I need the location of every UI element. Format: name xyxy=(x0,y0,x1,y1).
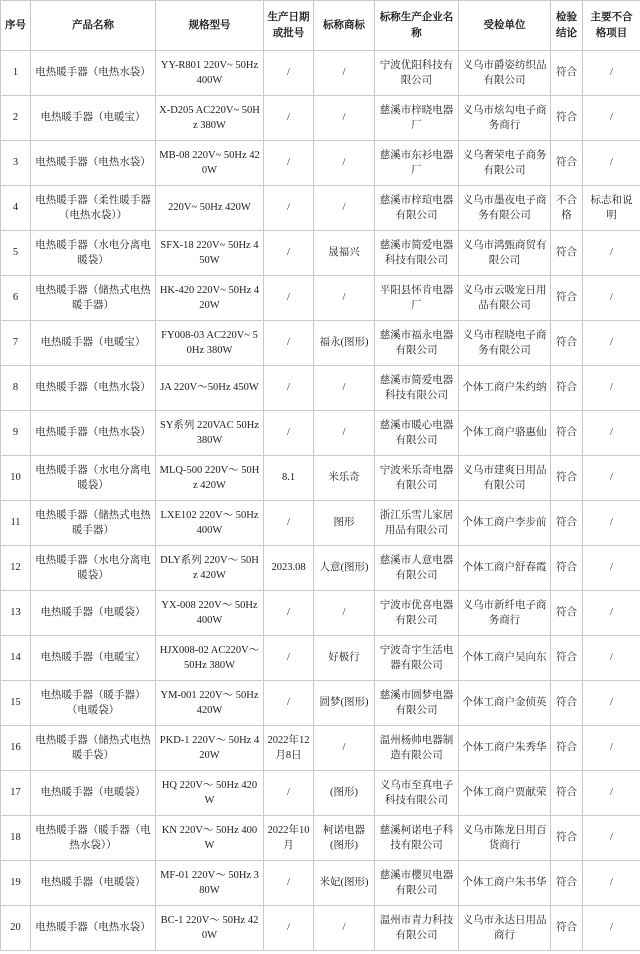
cell-defect-items: / xyxy=(583,546,640,591)
cell-conclusion: 符合 xyxy=(551,501,583,546)
col-header-inspected-unit: 受检单位 xyxy=(459,1,551,51)
cell-index: 14 xyxy=(1,636,31,681)
cell-manufacturer: 慈溪市暖心电器有限公司 xyxy=(375,411,459,456)
table-row xyxy=(1,276,640,321)
cell-trademark: / xyxy=(314,96,375,141)
cell-model: KN 220V～ 50Hz 400W xyxy=(156,816,264,861)
cell-index: 8 xyxy=(1,366,31,411)
table-row xyxy=(1,546,640,591)
cell-model: HK-420 220V~ 50Hz 420W xyxy=(156,276,264,321)
cell-conclusion: 符合 xyxy=(551,276,583,321)
cell-index: 10 xyxy=(1,456,31,501)
table-row xyxy=(1,816,640,861)
cell-defect-items: / xyxy=(583,231,640,276)
cell-inspected-unit: 个体工商户吴向东 xyxy=(459,636,551,681)
cell-manufacturer: 平阳县怀肯电器厂 xyxy=(375,276,459,321)
cell-production-date: 2022年12月8日 xyxy=(264,726,314,771)
cell-defect-items: / xyxy=(583,726,640,771)
cell-trademark: / xyxy=(314,411,375,456)
cell-model: 220V~ 50Hz 420W xyxy=(156,186,264,231)
cell-manufacturer: 慈溪市简爱电器科技有限公司 xyxy=(375,231,459,276)
cell-product-name: 电热暖手器（电暖袋） xyxy=(31,591,156,636)
cell-inspected-unit: 义乌市陈龙日用百货商行 xyxy=(459,816,551,861)
table-row xyxy=(1,771,640,816)
cell-model: DLY系列 220V～ 50Hz 420W xyxy=(156,546,264,591)
col-header-defect-items: 主要不合格项目 xyxy=(583,1,640,51)
cell-model: MLQ-500 220V～ 50Hz 420W xyxy=(156,456,264,501)
table-row xyxy=(1,96,640,141)
cell-model: X-D205 AC220V~ 50Hz 380W xyxy=(156,96,264,141)
cell-index: 6 xyxy=(1,276,31,321)
cell-conclusion: 符合 xyxy=(551,141,583,186)
cell-index: 11 xyxy=(1,501,31,546)
cell-inspected-unit: 个体工商户李步前 xyxy=(459,501,551,546)
cell-production-date: / xyxy=(264,276,314,321)
cell-defect-items: / xyxy=(583,771,640,816)
cell-index: 4 xyxy=(1,186,31,231)
cell-index: 16 xyxy=(1,726,31,771)
cell-model: YX-008 220V～ 50Hz 400W xyxy=(156,591,264,636)
cell-production-date: 2023.08 xyxy=(264,546,314,591)
cell-product-name: 电热暖手器（水电分离电暖袋） xyxy=(31,456,156,501)
cell-product-name: 电热暖手器（电热水袋） xyxy=(31,141,156,186)
cell-manufacturer: 慈溪市福永电器有限公司 xyxy=(375,321,459,366)
cell-production-date: / xyxy=(264,411,314,456)
cell-trademark: 好极行 xyxy=(314,636,375,681)
cell-manufacturer: 慈溪市梓瑄电器有限公司 xyxy=(375,186,459,231)
cell-trademark: 柯诺电器(图形) xyxy=(314,816,375,861)
cell-model: MB-08 220V~ 50Hz 420W xyxy=(156,141,264,186)
cell-manufacturer: 浙江乐雪儿家居用品有限公司 xyxy=(375,501,459,546)
cell-manufacturer: 宁波市优喜电器有限公司 xyxy=(375,591,459,636)
cell-model: HQ 220V～ 50Hz 420W xyxy=(156,771,264,816)
cell-defect-items: / xyxy=(583,411,640,456)
cell-production-date: / xyxy=(264,366,314,411)
cell-defect-items: / xyxy=(583,366,640,411)
cell-production-date: / xyxy=(264,591,314,636)
cell-model: HJX008-02 AC220V～ 50Hz 380W xyxy=(156,636,264,681)
cell-production-date: / xyxy=(264,231,314,276)
cell-inspected-unit: 义乌市云吸宠日用品有限公司 xyxy=(459,276,551,321)
cell-defect-items: / xyxy=(583,141,640,186)
cell-model: BC-1 220V～ 50Hz 420W xyxy=(156,906,264,951)
col-header-index: 序号 xyxy=(1,1,31,51)
cell-manufacturer: 温州杨帅电器制造有限公司 xyxy=(375,726,459,771)
cell-product-name: 电热暖手器（电热水袋） xyxy=(31,51,156,96)
table-row xyxy=(1,141,640,186)
cell-manufacturer: 慈溪市梓晓电器厂 xyxy=(375,96,459,141)
cell-product-name: 电热暖手器（暖手器）（电暖袋） xyxy=(31,681,156,726)
cell-model: JA 220V～50Hz 450W xyxy=(156,366,264,411)
cell-index: 9 xyxy=(1,411,31,456)
cell-inspected-unit: 义乌奢荣电子商务有限公司 xyxy=(459,141,551,186)
cell-defect-items: / xyxy=(583,456,640,501)
cell-product-name: 电热暖手器（暖手器（电热水袋）） xyxy=(31,816,156,861)
cell-defect-items: / xyxy=(583,906,640,951)
cell-defect-items: / xyxy=(583,861,640,906)
col-header-product-name: 产品名称 xyxy=(31,1,156,51)
cell-production-date: / xyxy=(264,186,314,231)
cell-index: 2 xyxy=(1,96,31,141)
table-row xyxy=(1,681,640,726)
cell-defect-items: / xyxy=(583,276,640,321)
cell-trademark: / xyxy=(314,141,375,186)
cell-defect-items: / xyxy=(583,96,640,141)
cell-production-date: 8.1 xyxy=(264,456,314,501)
cell-product-name: 电热暖手器（储热式电热暖手袋） xyxy=(31,726,156,771)
cell-model: YM-001 220V～ 50Hz 420W xyxy=(156,681,264,726)
cell-model: SY系列 220VAC 50Hz380W xyxy=(156,411,264,456)
cell-conclusion: 符合 xyxy=(551,96,583,141)
cell-defect-items: 标志和说明 xyxy=(583,186,640,231)
cell-conclusion: 符合 xyxy=(551,411,583,456)
cell-conclusion: 符合 xyxy=(551,366,583,411)
cell-manufacturer: 慈溪市人意电器有限公司 xyxy=(375,546,459,591)
cell-production-date: / xyxy=(264,51,314,96)
cell-conclusion: 符合 xyxy=(551,861,583,906)
cell-model: PKD-1 220V～ 50Hz 420W xyxy=(156,726,264,771)
cell-manufacturer: 宁波米乐奇电器有限公司 xyxy=(375,456,459,501)
cell-production-date: / xyxy=(264,636,314,681)
cell-inspected-unit: 义乌市墨夜电子商务有限公司 xyxy=(459,186,551,231)
cell-trademark: 晟福兴 xyxy=(314,231,375,276)
cell-trademark: / xyxy=(314,276,375,321)
cell-production-date: / xyxy=(264,861,314,906)
cell-product-name: 电热暖手器（储热式电热暖手器） xyxy=(31,276,156,321)
cell-inspected-unit: 义乌市爵姿纺织品有限公司 xyxy=(459,51,551,96)
cell-index: 12 xyxy=(1,546,31,591)
cell-trademark: 福永(图形) xyxy=(314,321,375,366)
cell-product-name: 电热暖手器（电热水袋） xyxy=(31,366,156,411)
cell-production-date: / xyxy=(264,771,314,816)
cell-defect-items: / xyxy=(583,591,640,636)
cell-inspected-unit: 义乌市建爽日用品有限公司 xyxy=(459,456,551,501)
cell-trademark: 圆梦(图形) xyxy=(314,681,375,726)
cell-conclusion: 符合 xyxy=(551,456,583,501)
cell-conclusion: 符合 xyxy=(551,51,583,96)
cell-conclusion: 不合格 xyxy=(551,186,583,231)
cell-index: 19 xyxy=(1,861,31,906)
cell-product-name: 电热暖手器（电暖袋） xyxy=(31,861,156,906)
cell-production-date: / xyxy=(264,681,314,726)
cell-inspected-unit: 义乌市新纤电子商务商行 xyxy=(459,591,551,636)
cell-inspected-unit: 义乌市鸿甄商贸有限公司 xyxy=(459,231,551,276)
cell-index: 1 xyxy=(1,51,31,96)
table-row xyxy=(1,501,640,546)
cell-trademark: / xyxy=(314,51,375,96)
cell-inspected-unit: 个体工商户舒春霞 xyxy=(459,546,551,591)
cell-defect-items: / xyxy=(583,816,640,861)
cell-model: SFX-18 220V~ 50Hz 450W xyxy=(156,231,264,276)
cell-model: FY008-03 AC220V~ 50Hz 380W xyxy=(156,321,264,366)
table-row xyxy=(1,726,640,771)
table-row xyxy=(1,861,640,906)
cell-product-name: 电热暖手器（柔性暖手器（电热水袋）） xyxy=(31,186,156,231)
cell-inspected-unit: 个体工商户贾献荣 xyxy=(459,771,551,816)
cell-index: 20 xyxy=(1,906,31,951)
col-header-model: 规格型号 xyxy=(156,1,264,51)
cell-trademark: (图形) xyxy=(314,771,375,816)
cell-inspected-unit: 个体工商户朱约纳 xyxy=(459,366,551,411)
col-header-production-date: 生产日期或批号 xyxy=(264,1,314,51)
cell-trademark: / xyxy=(314,726,375,771)
cell-product-name: 电热暖手器（电暖袋） xyxy=(31,771,156,816)
cell-product-name: 电热暖手器（电暖宝） xyxy=(31,636,156,681)
cell-production-date: / xyxy=(264,906,314,951)
col-header-conclusion: 检验结论 xyxy=(551,1,583,51)
table-row xyxy=(1,366,640,411)
cell-product-name: 电热暖手器（电暖宝） xyxy=(31,96,156,141)
cell-inspected-unit: 个体工商户朱书华 xyxy=(459,861,551,906)
table-row xyxy=(1,231,640,276)
cell-inspected-unit: 义乌市程晓电子商务有限公司 xyxy=(459,321,551,366)
table-row xyxy=(1,186,640,231)
cell-index: 5 xyxy=(1,231,31,276)
cell-production-date: / xyxy=(264,141,314,186)
cell-index: 17 xyxy=(1,771,31,816)
cell-defect-items: / xyxy=(583,501,640,546)
cell-trademark: 图形 xyxy=(314,501,375,546)
cell-manufacturer: 慈溪柯诺电子科技有限公司 xyxy=(375,816,459,861)
cell-index: 15 xyxy=(1,681,31,726)
cell-conclusion: 符合 xyxy=(551,681,583,726)
cell-manufacturer: 温州市青力科技有限公司 xyxy=(375,906,459,951)
cell-product-name: 电热暖手器（水电分离电暖袋） xyxy=(31,231,156,276)
table-row xyxy=(1,636,640,681)
cell-production-date: / xyxy=(264,321,314,366)
cell-production-date: / xyxy=(264,96,314,141)
col-header-manufacturer: 标称生产企业名称 xyxy=(375,1,459,51)
cell-index: 3 xyxy=(1,141,31,186)
cell-conclusion: 符合 xyxy=(551,591,583,636)
col-header-trademark: 标称商标 xyxy=(314,1,375,51)
cell-model: MF-01 220V～ 50Hz 380W xyxy=(156,861,264,906)
table-row xyxy=(1,456,640,501)
cell-inspected-unit: 义乌市永达日用品商行 xyxy=(459,906,551,951)
cell-manufacturer: 慈溪市圆梦电器有限公司 xyxy=(375,681,459,726)
cell-inspected-unit: 个体工商户骆惠仙 xyxy=(459,411,551,456)
table-row xyxy=(1,411,640,456)
cell-production-date: 2022年10月 xyxy=(264,816,314,861)
cell-inspected-unit: 个体工商户朱秀华 xyxy=(459,726,551,771)
cell-index: 7 xyxy=(1,321,31,366)
cell-conclusion: 符合 xyxy=(551,906,583,951)
cell-model: YY-R801 220V~ 50Hz 400W xyxy=(156,51,264,96)
cell-conclusion: 符合 xyxy=(551,726,583,771)
header-row xyxy=(1,1,640,51)
cell-trademark: / xyxy=(314,186,375,231)
cell-conclusion: 符合 xyxy=(551,231,583,276)
cell-defect-items: / xyxy=(583,321,640,366)
cell-conclusion: 符合 xyxy=(551,321,583,366)
cell-conclusion: 符合 xyxy=(551,771,583,816)
cell-product-name: 电热暖手器（水电分离电暖袋） xyxy=(31,546,156,591)
cell-defect-items: / xyxy=(583,51,640,96)
cell-manufacturer: 慈溪市简爱电器科技有限公司 xyxy=(375,366,459,411)
cell-manufacturer: 慈溪市东衫电器厂 xyxy=(375,141,459,186)
table-row xyxy=(1,906,640,951)
cell-product-name: 电热暖手器（储热式电热暖手器） xyxy=(31,501,156,546)
table-header xyxy=(1,1,640,51)
table-body xyxy=(1,51,640,951)
table-row xyxy=(1,591,640,636)
cell-index: 18 xyxy=(1,816,31,861)
cell-conclusion: 符合 xyxy=(551,546,583,591)
cell-product-name: 电热暖手器（电热水袋） xyxy=(31,411,156,456)
cell-trademark: 人意(图形) xyxy=(314,546,375,591)
cell-conclusion: 符合 xyxy=(551,636,583,681)
cell-trademark: 米乐奇 xyxy=(314,456,375,501)
cell-defect-items: / xyxy=(583,681,640,726)
table-row xyxy=(1,51,640,96)
cell-trademark: / xyxy=(314,906,375,951)
cell-inspected-unit: 义乌市炫勾电子商务商行 xyxy=(459,96,551,141)
cell-product-name: 电热暖手器（电暖宝） xyxy=(31,321,156,366)
cell-manufacturer: 宁波奇宇生活电器有限公司 xyxy=(375,636,459,681)
cell-trademark: 米妃(图形) xyxy=(314,861,375,906)
cell-model: LXE102 220V～ 50Hz 400W xyxy=(156,501,264,546)
cell-manufacturer: 宁波优阳科技有限公司 xyxy=(375,51,459,96)
table-row xyxy=(1,321,640,366)
cell-inspected-unit: 个体工商户金侦英 xyxy=(459,681,551,726)
cell-defect-items: / xyxy=(583,636,640,681)
cell-production-date: / xyxy=(264,501,314,546)
cell-product-name: 电热暖手器（电热水袋） xyxy=(31,906,156,951)
cell-trademark: / xyxy=(314,591,375,636)
cell-index: 13 xyxy=(1,591,31,636)
cell-trademark: / xyxy=(314,366,375,411)
cell-conclusion: 符合 xyxy=(551,816,583,861)
cell-manufacturer: 义乌市至真电子科技有限公司 xyxy=(375,771,459,816)
cell-manufacturer: 慈溪市樱贝电器有限公司 xyxy=(375,861,459,906)
